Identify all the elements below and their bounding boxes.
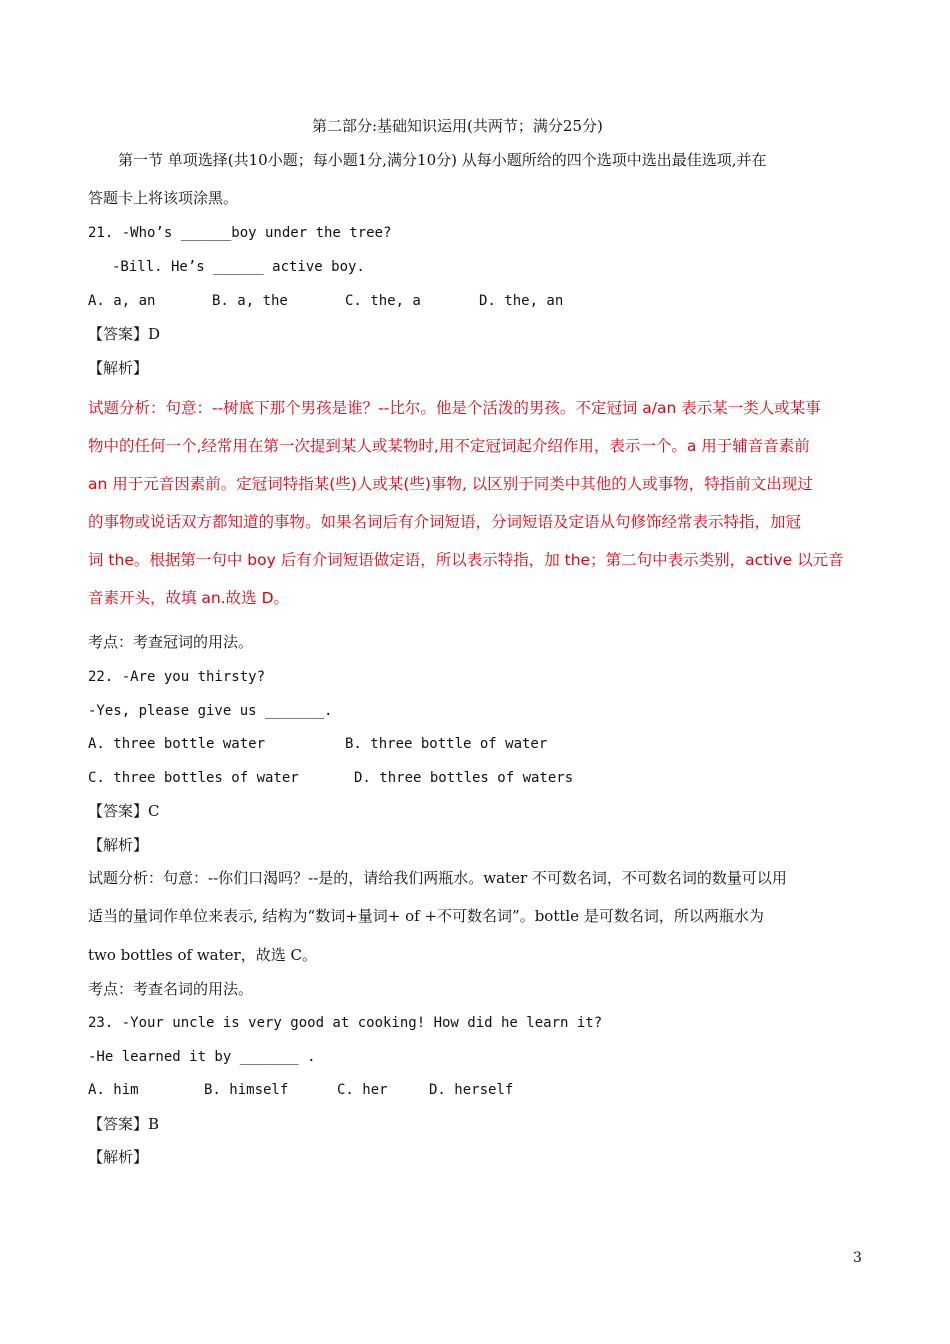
question-22-line-1: 22. -Are you thirsty?: [88, 669, 266, 685]
analysis-21-line-5: 词 the。根据第一句中 boy 后有介词短语做定语，所以表示特指，加 the；第二句中表示类别，active 以元音: [88, 551, 844, 569]
knowledge-point-22: 考点：考查名词的用法。: [88, 980, 254, 998]
analysis-21-line-4: 的事物或说话双方都知道的事物。如果名词后有介词短语，分词短语及定语从句修饰经常表示特指，加冠: [88, 513, 802, 531]
option-b: B. a, the: [212, 293, 288, 309]
option-d: D. three bottles of waters: [354, 770, 574, 786]
option-c: C. her: [337, 1082, 388, 1098]
section-intro-continued: 答题卡上将该项涂黑。: [88, 189, 239, 207]
analysis-21-line-2: 物中的任何一个,经常用在第一次提到某人或某物时,用不定冠词起介绍作用，表示一个。a 用于辅音音素前: [88, 437, 810, 455]
analysis-22-line-1: 试题分析：句意：--你们口渴吗？--是的，请给我们两瓶水。water 不可数名词，不可数名词的数量可以用: [88, 869, 787, 887]
option-c: C. three bottles of water: [88, 770, 299, 786]
option-a: A. three bottle water: [88, 736, 266, 752]
analysis-21-line-6: 音素开头，故填 an.故选 D。: [88, 589, 290, 607]
analysis-label-22: 【解析】: [88, 836, 149, 854]
question-23-line-2: -He learned it by _______ .: [88, 1049, 316, 1065]
question-21-line-1: 21. -Who’s ______boy under the tree?: [88, 225, 392, 241]
question-22-line-2: -Yes, please give us _______.: [88, 703, 333, 719]
analysis-label-23: 【解析】: [88, 1148, 149, 1166]
option-d: D. the, an: [479, 293, 564, 309]
section-title: 第二部分:基础知识运用(共两节；满分25分): [312, 117, 603, 135]
page-number: 3: [853, 1250, 862, 1266]
option-d: D. herself: [429, 1082, 514, 1098]
option-b: B. himself: [204, 1082, 289, 1098]
option-c: C. the, a: [345, 293, 421, 309]
analysis-22-line-3: two bottles of water，故选 C。: [88, 946, 317, 964]
answer-22: 【答案】C: [88, 802, 160, 820]
option-a: A. him: [88, 1082, 139, 1098]
option-b: B. three bottle of water: [345, 736, 548, 752]
answer-23: 【答案】B: [88, 1115, 160, 1133]
analysis-21-line-3: an 用于元音因素前。定冠词特指某(些)人或某(些)事物, 以区别于同类中其他的人或事物，特指前文出现过: [88, 475, 813, 493]
analysis-21-line-1: 试题分析：句意：--树底下那个男孩是谁？--比尔。他是个活泼的男孩。不定冠词 a/an 表示某一类人或某事: [88, 399, 821, 417]
section-intro: 第一节 单项选择(共10小题；每小题1分,满分10分) 从每小题所给的四个选项中选出最佳选项,并在: [118, 151, 767, 169]
answer-21: 【答案】D: [88, 325, 161, 343]
question-21-line-2: -Bill. He’s ______ active boy.: [112, 259, 365, 275]
knowledge-point-21: 考点：考查冠词的用法。: [88, 633, 254, 651]
question-23-line-1: 23. -Your uncle is very good at cooking! How did he learn it?: [88, 1015, 603, 1031]
option-a: A. a, an: [88, 293, 156, 309]
analysis-22-line-2: 适当的量词作单位来表示, 结构为“数词+量词+ of +不可数名词”。bottle 是可数名词，所以两瓶水为: [88, 907, 764, 925]
analysis-label-21: 【解析】: [88, 359, 149, 377]
